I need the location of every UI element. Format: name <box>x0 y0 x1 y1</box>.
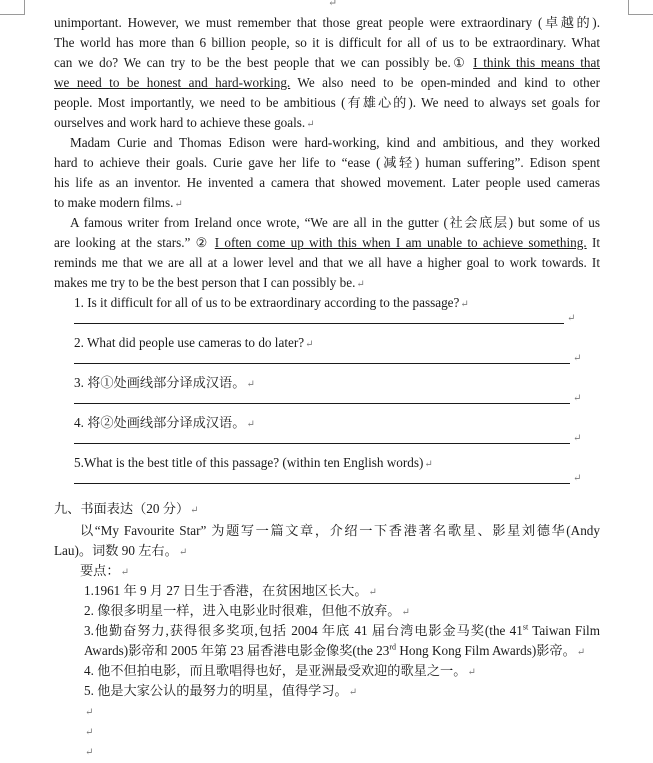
answer-line-3[interactable] <box>54 393 600 413</box>
passage-line <box>54 113 600 133</box>
answer-line-5[interactable] <box>54 473 600 493</box>
empty-paragraph <box>54 701 600 721</box>
paragraph-mark: ↵ <box>573 353 582 364</box>
paragraph-mark: ↵ <box>306 119 315 130</box>
paragraph-mark: ↵ <box>85 747 94 758</box>
paragraph-mark: ↵ <box>178 547 188 558</box>
points-label: 要点：↵ <box>80 563 129 578</box>
page-corner-mark-right <box>628 0 653 15</box>
underlined-sentence-2: I often come up with this when I am unable to achieve something. <box>214 235 587 250</box>
question-2 <box>54 333 600 353</box>
passage-text: are looking at the stars.” ② <box>54 235 215 250</box>
paragraph-mark: ↵ <box>348 687 358 698</box>
paragraph-mark: ↵ <box>246 419 255 430</box>
point-3: 3.他勤奋努力,获得很多奖项,包括 2004 年底 41 届台湾电影金马奖(the 41st Taiwan Film <box>84 622 600 638</box>
passage-text: can we do? We can try to be the best people that we can possibly be.① <box>54 55 474 70</box>
question-4 <box>54 413 600 433</box>
passage-line: A famous writer from Ireland once wrote, “We are all in the gutter (社会底层) but some of us <box>70 215 600 230</box>
underlined-sentence-1-cont: we need to be honest and hard-working. <box>54 75 291 90</box>
passage-line <box>54 193 600 213</box>
paragraph-mark: ↵ <box>573 433 582 444</box>
question-text: 4. 将②处画线部分译成汉语。 <box>74 415 246 430</box>
paragraph-mark: ↵ <box>356 279 365 290</box>
section-heading: 九、书面表达（20 分）↵ <box>54 501 199 516</box>
document-page <box>54 13 600 761</box>
paragraph-mark: ↵ <box>401 607 410 618</box>
paragraph-mark: ↵ <box>567 313 576 324</box>
passage-line: reminds me that we are all at a lower level and that we all have a higher goal to work towards. It <box>54 255 600 270</box>
paragraph-mark: ↵ <box>120 567 129 578</box>
question-text: 1. Is it difficult for all of us to be extraordinary according to the passage? <box>74 295 460 310</box>
passage-paragraph-2 <box>54 133 600 213</box>
passage-paragraph-3 <box>54 213 600 293</box>
point-5: 5. 他是大家公认的最努力的明星，值得学习。↵ <box>84 683 358 698</box>
paragraph-mark: ↵ <box>368 587 377 598</box>
point-4: 4. 他不但拍电影，而且歌唱得也好，是亚洲最受欢迎的歌星之一。↵ <box>84 663 476 678</box>
writing-section <box>54 499 600 761</box>
paragraph-mark: ↵ <box>573 473 582 484</box>
paragraph-mark: ↵ <box>174 199 183 210</box>
question-text: 5.What is the best title of this passage? (within ten English words) <box>74 455 424 470</box>
passage-line: his life as an inventor. He invented a camera that showed movement. Later people used cameras <box>54 175 600 190</box>
paragraph-mark: ↵ <box>85 727 94 738</box>
paragraph-mark: ↵ <box>246 379 255 390</box>
empty-paragraph <box>54 721 600 741</box>
paragraph-mark: ↵ <box>424 459 433 470</box>
writing-prompt: 以“My Favourite Star” 为题写一篇文章，介绍一下香港著名歌星、影星刘德华(Andy <box>80 523 600 538</box>
paragraph-mark: ↵ <box>305 339 314 350</box>
question-3 <box>54 373 600 393</box>
passage-line <box>54 273 600 293</box>
paragraph-mark: ↵ <box>190 505 199 516</box>
passage-line: The world has more than 6 billion people, so it is difficult for all of us to be extraordinary. What <box>54 35 600 50</box>
question-text: 2. What did people use cameras to do later? <box>74 335 305 350</box>
point-2: 2. 像很多明星一样，进入电影业时很难，但他不放弃。↵ <box>84 603 410 618</box>
paragraph-mark: ↵ <box>460 299 469 310</box>
passage-line: people. Most importantly, we need to be ambitious (有雄心的). We need to always set goals for <box>54 95 600 110</box>
answer-line-1[interactable] <box>54 313 600 333</box>
passage-line <box>54 233 600 253</box>
point-1: 1.1961 年 9 月 27 日生于香港，在贫困地区长大。↵ <box>84 583 377 598</box>
top-paragraph-mark: ↵ <box>328 0 338 9</box>
passage-text: We also need to be open-minded and kind to other <box>290 75 600 90</box>
underlined-sentence-1: I think this means that <box>473 55 600 70</box>
answer-line-4[interactable] <box>54 433 600 453</box>
passage-line: unimportant. However, we must remember that those great people were extraordinary (卓越的). <box>54 15 600 30</box>
passage-line <box>54 53 600 73</box>
passage-line: hard to achieve their goals. Curie gave her life to “ease (减轻) human suffering”. Edison spent <box>54 155 600 170</box>
point-3-cont: Awards)影帝和 2005 年第 23 届香港电影金像奖(the 23rd Hong Kong Film Awards)影帝。↵ <box>84 642 586 658</box>
empty-paragraph <box>54 741 600 761</box>
paragraph-mark: ↵ <box>467 667 476 678</box>
passage-text: makes me try to be the best person that I can possibly be. <box>54 275 356 290</box>
paragraph-mark: ↵ <box>573 393 582 404</box>
passage-text: It <box>586 235 600 250</box>
passage-line: Madam Curie and Thomas Edison were hard-working, kind and ambitious, and they worked <box>70 135 600 150</box>
question-text: 3. 将①处画线部分译成汉语。 <box>74 375 246 390</box>
passage-paragraph-1 <box>54 13 600 133</box>
paragraph-mark: ↵ <box>576 647 586 658</box>
answer-line-2[interactable] <box>54 353 600 373</box>
writing-prompt: Lau)。词数 90 左右。↵ <box>54 543 188 558</box>
paragraph-mark: ↵ <box>85 707 94 718</box>
question-1 <box>54 293 600 313</box>
question-list <box>54 293 600 493</box>
passage-text: ourselves and work hard to achieve these goals. <box>54 115 306 130</box>
passage-line <box>54 73 600 93</box>
passage-text: to make modern films. <box>54 195 174 210</box>
question-5 <box>54 453 600 473</box>
page-corner-mark-left <box>0 0 25 15</box>
